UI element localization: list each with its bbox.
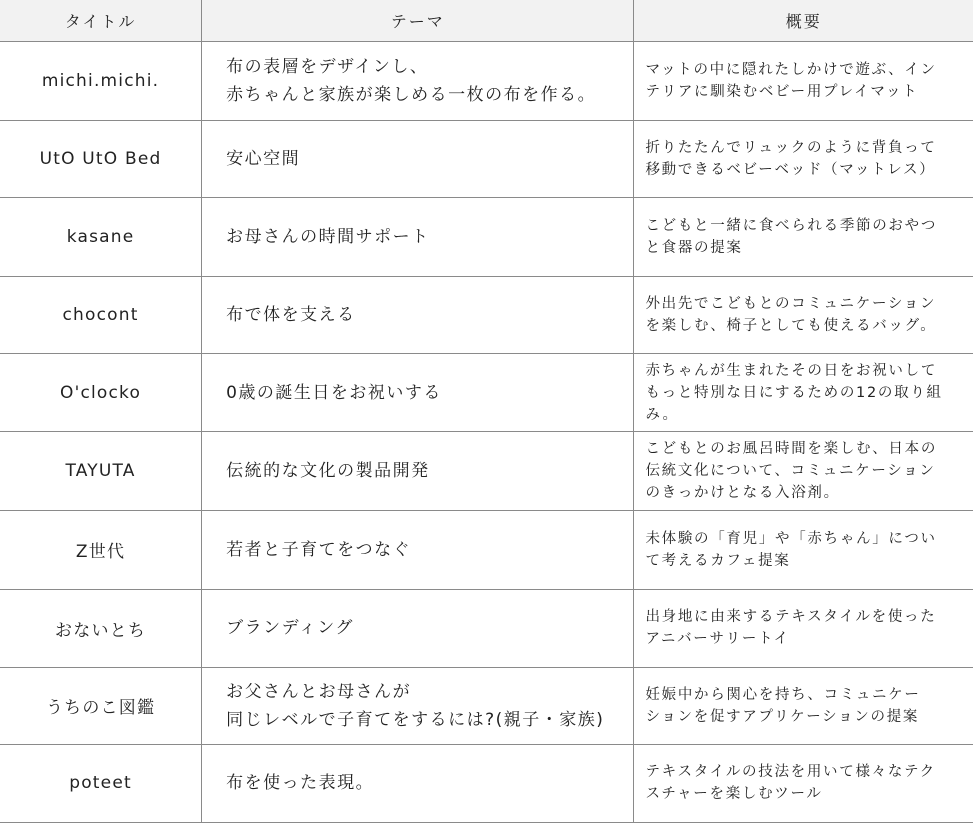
cell-theme (202, 198, 634, 277)
theme-line: お父さんとお母さんが (226, 681, 412, 702)
overview-line: マットの中に隠れたしかけで遊ぶ、イン (645, 62, 937, 79)
cell-overview (634, 42, 973, 121)
overview-line: テキスタイルの技法を用いて様々なテク (645, 764, 936, 781)
header-title: タイトル (0, 0, 202, 42)
overview-line: こどもと一緒に食べられる季節のおやつ (645, 218, 938, 235)
theme-line: 同じレベルで子育てをするには?(親子・家族) (226, 709, 605, 730)
theme-line: 布を使った表現。 (226, 773, 375, 794)
cell-title: kasane (0, 198, 202, 277)
cell-overview (634, 121, 973, 198)
table-row (0, 354, 973, 432)
cell-overview (634, 744, 973, 822)
table-row (0, 432, 973, 510)
overview-line: 折りたたんでリュックのように背負って (645, 140, 937, 157)
header-overview: 概要 (634, 0, 973, 42)
cell-theme (202, 121, 634, 198)
cell-title: UtO UtO Bed (0, 121, 202, 198)
theme-line: 伝統的な文化の製品開発 (226, 461, 430, 482)
table-row (0, 589, 973, 667)
table-body (0, 42, 973, 823)
header-theme: テーマ (202, 0, 634, 42)
table-row (0, 667, 973, 744)
cell-theme (202, 667, 634, 744)
overview-line: 妊娠中から関心を持ち、コミュニケー (645, 686, 921, 703)
overview-line: アニバーサリートイ (645, 631, 790, 648)
overview-line: 赤ちゃんが生まれたその日をお祝いして (645, 362, 938, 379)
overview-line: と食器の提案 (645, 240, 743, 257)
cell-title: TAYUTA (0, 432, 202, 510)
overview-line: 未体験の「育児」や「赤ちゃん」につい (645, 530, 937, 547)
cell-overview (634, 510, 973, 589)
overview-line: スチャーを楽しむツール (645, 786, 823, 803)
overview-line: 伝統文化について、コミュニケーション (645, 463, 936, 480)
overview-line: 出身地に由来するテキスタイルを使った (645, 609, 937, 626)
cell-theme (202, 744, 634, 822)
cell-theme (202, 277, 634, 354)
overview-line: もっと特別な日にするための12の取り組 (645, 384, 943, 401)
cell-title: おないとち (0, 589, 202, 667)
cell-title: O'clocko (0, 354, 202, 432)
table-row (0, 42, 973, 121)
theme-line: 安心空間 (226, 149, 301, 170)
theme-line: 0歳の誕生日をお祝いする (226, 382, 442, 403)
table-row (0, 744, 973, 822)
overview-line: み。 (645, 406, 679, 423)
cell-overview (634, 277, 973, 354)
table-header (0, 0, 973, 42)
cell-overview (634, 354, 973, 432)
cell-title: poteet (0, 744, 202, 822)
header-row (0, 0, 973, 42)
cell-title: chocont (0, 277, 202, 354)
table-row (0, 198, 973, 277)
overview-line: 外出先でこどもとのコミュニケーション (645, 296, 937, 313)
cell-title: Z世代 (0, 510, 202, 589)
cell-title: うちのこ図鑑 (0, 667, 202, 744)
table-row (0, 121, 973, 198)
theme-line: ブランディング (226, 618, 354, 639)
overview-line: 移動できるベビーベッド（マットレス） (645, 162, 936, 179)
theme-line: 布の表層をデザインし、 (226, 57, 429, 78)
table-row (0, 510, 973, 589)
overview-line: て考えるカフェ提案 (645, 552, 791, 569)
cell-theme (202, 589, 634, 667)
table-row (0, 277, 973, 354)
cell-overview (634, 432, 973, 510)
overview-line: こどもとのお風呂時間を楽しむ、日本の (645, 441, 938, 458)
theme-line: お母さんの時間サポート (226, 227, 430, 248)
cell-theme (202, 354, 634, 432)
cell-overview (634, 198, 973, 277)
cell-title: michi.michi. (0, 42, 202, 121)
cell-theme (202, 42, 634, 121)
cell-overview (634, 667, 973, 744)
overview-line: テリアに馴染むベビー用プレイマット (645, 84, 919, 101)
overview-line: ションを促すアプリケーションの提案 (645, 708, 920, 725)
overview-line: のきっかけとなる入浴剤。 (645, 485, 840, 502)
theme-line: 若者と子育てをつなぐ (226, 539, 412, 560)
cell-theme (202, 432, 634, 510)
cell-overview (634, 589, 973, 667)
theme-line: 赤ちゃんと家族が楽しめる一枚の布を作る。 (226, 85, 597, 106)
cell-theme (202, 510, 634, 589)
theme-line: 布で体を支える (226, 305, 356, 326)
overview-line: を楽しむ、椅子としても使えるバッグ。 (645, 318, 937, 335)
